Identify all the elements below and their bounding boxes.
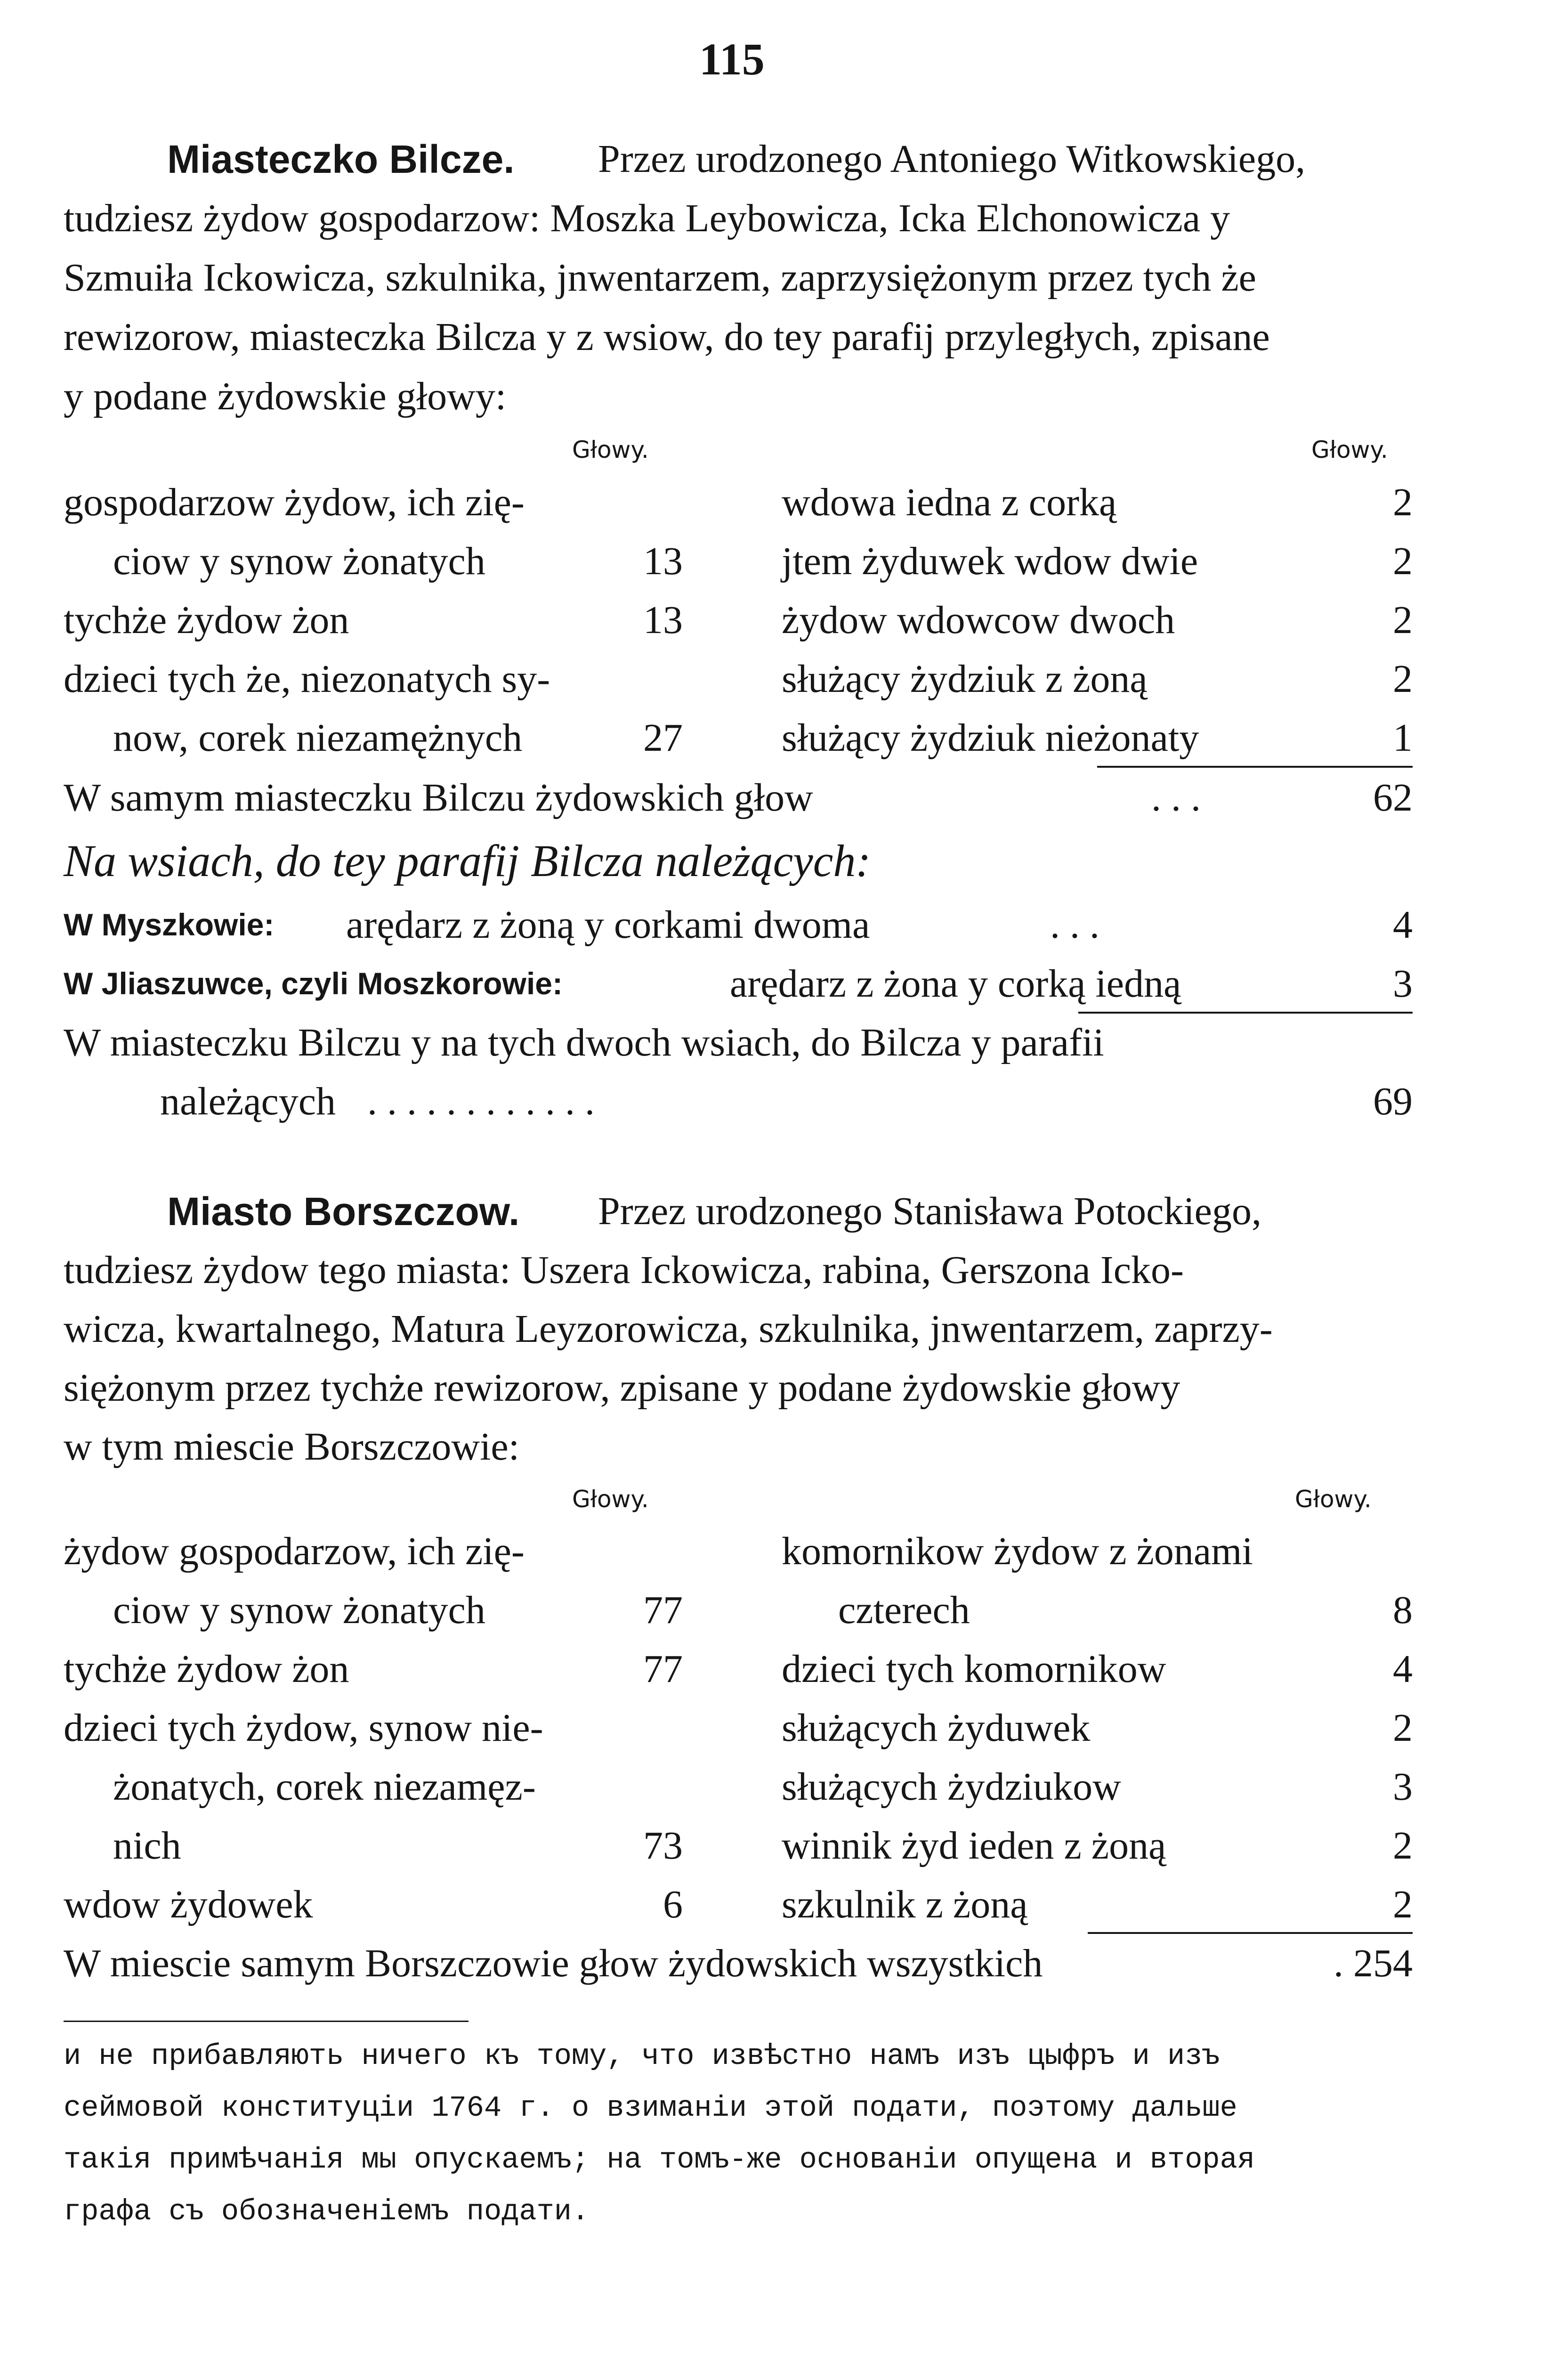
table-row-value: 8 [1393,1588,1413,1632]
table-row-value: 2 [1393,480,1413,524]
intro-line: Przez urodzonego Stanisława Potockiego, [598,1189,1261,1233]
intro-line: tudziesz żydow gospodarzow: Moszka Leybowicza, Icka Elchonowicza y [64,196,1230,240]
footnote-line: графа съ обозначеніемъ подати. [64,2195,590,2228]
grand-total-dots: . . . . . . . . . . . . [367,1080,595,1123]
village-value: 4 [1393,903,1413,947]
intro-line: siężonym przez tychże rewizorow, zpisane y podane żydowskie głowy [64,1366,1180,1410]
villages-heading: Na wsiach, do tey parafij Bilcza należących: [64,836,871,886]
table-row-label: tychże żydow żon [64,1647,349,1691]
table-row-label: żonatych, corek niezamęz- [113,1765,536,1809]
table-row-label: ciow y synow żonatych [113,539,485,583]
section-heading: Miasto Borszczow. [167,1189,520,1234]
table-row-label: gospodarzow żydow, ich zię- [64,480,525,524]
section-heading: Miasteczko Bilcze. [167,137,515,181]
footnote-line: и не прибавляють ничего къ тому, что извѣстно намъ изъ цыфръ и изъ [64,2039,1220,2073]
table-row-value: 6 [663,1883,683,1926]
table-row-label: komornikow żydow z żonami [782,1529,1253,1573]
table-row-value: 2 [1393,657,1413,701]
table-row-value: 77 [643,1647,683,1691]
table-row-label: nich [113,1824,181,1868]
total-value: 62 [1373,776,1413,820]
column-header: Głowy. [1295,1486,1372,1513]
table-row-label: wdowa iedna z corką [782,480,1117,524]
total-dots: . . . [1151,776,1201,820]
intro-line: y podane żydowskie głowy: [64,374,507,418]
village-value: 3 [1393,962,1413,1006]
intro-line: wicza, kwartalnego, Matura Leyzorowicza, szkulnika, jnwentarzem, zaprzy- [64,1307,1273,1351]
village-name: W Jliaszuwce, czyli Moszkorowie: [64,966,563,1001]
table-row-label: winnik żyd ieden z żoną [782,1824,1166,1868]
table-row-label: służących żyduwek [782,1706,1091,1750]
village-text: arędarz z żoną y corkami dwoma [346,903,870,947]
table-row-value: 2 [1393,598,1413,642]
table-row-label: żydow wdowcow dwoch [782,598,1175,642]
village-dots: . . . [1050,903,1099,947]
table-row-label: now, corek niezamężnych [113,716,523,760]
table-row-label: szkulnik z żoną [782,1883,1028,1926]
sum-rule [1097,766,1413,768]
table-row-label: tychże żydow żon [64,598,349,642]
table-row-value: 1 [1393,716,1413,760]
table-row-value: 73 [643,1824,683,1868]
table-row-label: służący żydziuk nieżonaty [782,716,1199,760]
page-number: 115 [699,34,765,84]
total-label: W samym miasteczku Bilczu żydowskich głow [64,776,813,820]
table-row-value: 27 [643,716,683,760]
column-header: Głowy. [572,436,649,463]
intro-line: tudziesz żydow tego miasta: Uszera Ickowicza, rabina, Gerszona Icko- [64,1248,1184,1292]
table-row-value: 2 [1393,1883,1413,1926]
table-row-label: wdow żydowek [64,1883,313,1926]
grand-total-label: należących [160,1080,336,1123]
table-row-value: 13 [643,539,683,583]
table-row-value: 3 [1393,1765,1413,1809]
table-row-value: 4 [1393,1647,1413,1691]
village-text: arędarz z żona y corką iedną [730,962,1181,1006]
table-row-value: 2 [1393,539,1413,583]
total-value: . 254 [1334,1941,1413,1985]
sum-rule [1088,1932,1413,1934]
village-name: W Myszkowie: [64,907,275,942]
table-row-label: jtem żyduwek wdow dwie [782,539,1198,583]
intro-line: w tym miescie Borszczowie: [64,1425,520,1469]
intro-line: Szmuiła Ickowicza, szkulnika, jnwentarzem, zaprzysiężonym przez tych że [64,256,1256,300]
intro-line: rewizorow, miasteczka Bilcza y z wsiow, do tey parafij przyległych, zpisane [64,315,1270,359]
table-row-label: żydow gospodarzow, ich zię- [64,1529,525,1573]
table-row-label: dzieci tych że, niezonatych sy- [64,657,550,701]
sum-rule [1078,1012,1413,1014]
grand-total-value: 69 [1373,1080,1413,1123]
table-row-label: czterech [838,1588,970,1632]
table-row-label: służący żydziuk z żoną [782,657,1148,701]
table-row-label: dzieci tych żydow, synow nie- [64,1706,543,1750]
footnote-line: такія примѣчанія мы опускаемъ; на томъ-же основаніи опущена и вторая [64,2143,1255,2176]
column-header: Głowy. [572,1486,649,1513]
table-row-value: 2 [1393,1706,1413,1750]
table-row-label: ciow y synow żonatych [113,1588,485,1632]
footnote-line: сеймовой конституціи 1764 г. о взиманіи этой подати, поэтому дальше [64,2091,1237,2125]
grand-total-line: W miasteczku Bilczu y na tych dwoch wsiach, do Bilcza y parafii [64,1021,1104,1064]
total-label: W miescie samym Borszczowie głow żydowskich wszystkich [64,1941,1043,1985]
table-row-label: służących żydziukow [782,1765,1121,1809]
column-header: Głowy. [1311,436,1388,463]
intro-line: Przez urodzonego Antoniego Witkowskiego, [598,137,1306,181]
table-row-value: 2 [1393,1824,1413,1868]
table-row-label: dzieci tych komornikow [782,1647,1166,1691]
footnote-rule [64,2021,469,2022]
table-row-value: 77 [643,1588,683,1632]
table-row-value: 13 [643,598,683,642]
